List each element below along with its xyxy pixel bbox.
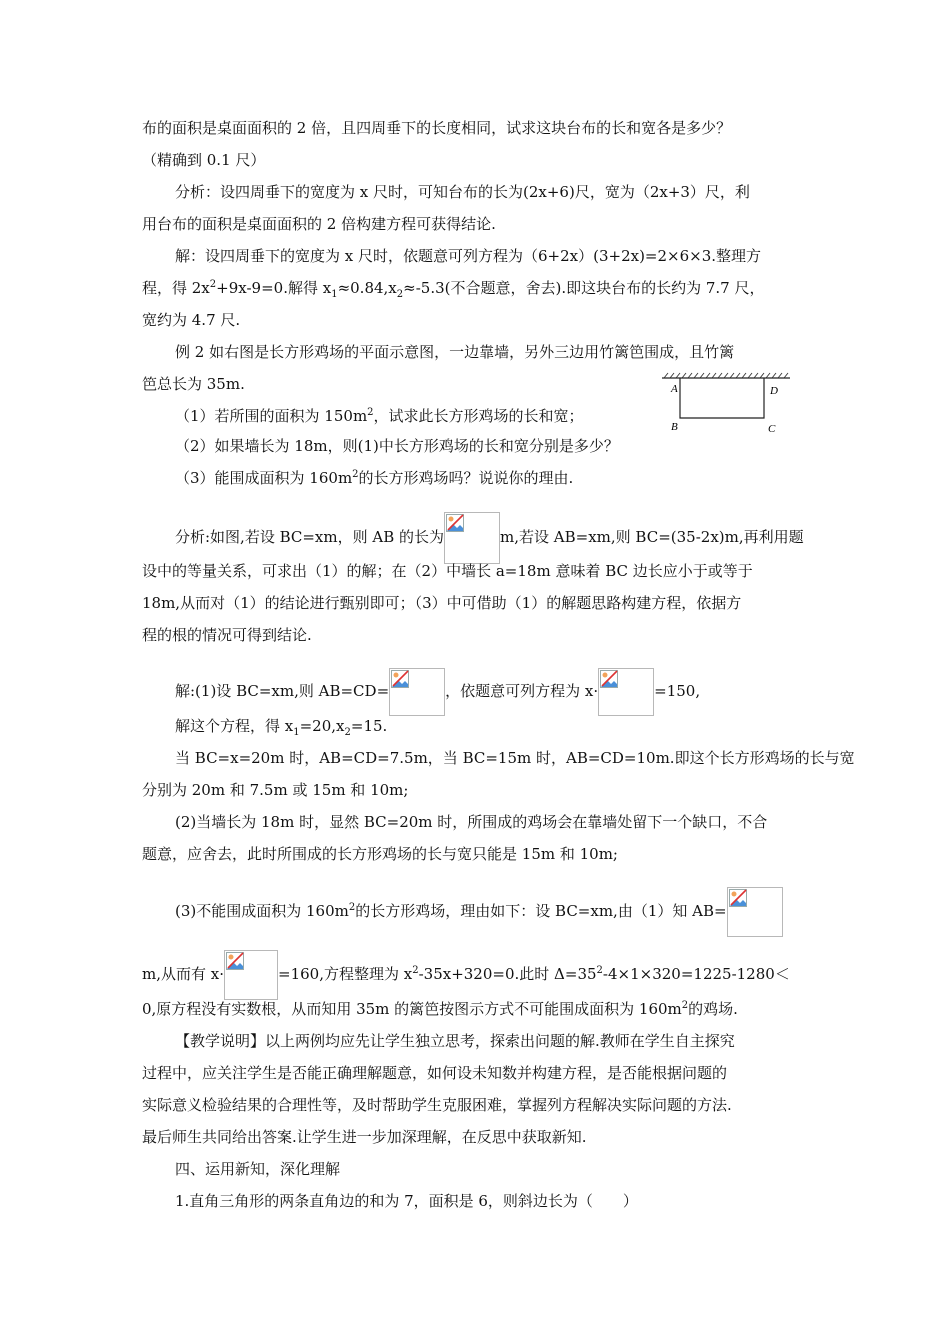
text-span: （1）若所围的面积为 150m [175,407,368,425]
broken-image-icon [729,889,747,907]
formula-image-placeholder [389,668,445,716]
superscript: 2 [596,965,603,976]
broken-image-icon [446,514,464,532]
text-line [142,1095,732,1115]
subscript: 1 [331,289,338,300]
label-b: B [671,421,678,433]
text-line [175,812,767,832]
text-span: =15. [350,717,388,735]
text-line [142,625,312,645]
text-span: 解:(1)设 BC=xm,则 AB=CD= [175,682,390,700]
text-span: 0,原方程没有实数根，从而知用 35m 的篱笆按图示方式不可能围成面积为 160m [142,1000,682,1018]
text-line [175,1031,735,1051]
text-span: 过程中，应关注学生是否能正确理解题意，如何设未知数并构建方程，是否能根据问题的 [142,1064,728,1082]
text-span: 解：设四周垂下的宽度为 x 尺时，依题意可列方程为（6+2x）(3+2x)=2×6×3.整理方 [175,247,762,265]
text-span: （3）能围成面积为 160m [175,469,353,487]
text-line [175,342,734,362]
text-line [142,1127,587,1147]
text-span: （精确到 0.1 尺） [142,151,266,169]
text-span: 解这个方程，得 x [175,717,294,735]
text-span: 程，得 2x [142,279,210,297]
text-span: 最后师生共同给出答案.让学生进一步加深理解，在反思中获取新知. [142,1128,587,1146]
text-span: 程的根的情况可得到结论. [142,626,312,644]
text-span: 四、运用新知，深化理解 [175,1160,341,1178]
text-line [142,844,618,864]
text-line [142,561,753,581]
text-span: (2)当墙长为 18m 时，显然 BC=20m 时，所围成的鸡场会在靠墙处留下一个缺口，不合 [175,813,768,831]
formula-image-placeholder [444,512,500,564]
text-line [142,950,790,1000]
text-line [175,887,783,937]
text-line [175,748,855,768]
text-span: m,从而有 x· [142,965,224,983]
text-span: m,若设 AB=xm,则 BC=(35-2x)m,再利用题 [500,528,804,546]
text-span: 当 BC=x=20m 时，AB=CD=7.5m，当 BC=15m 时，AB=CD=10m.即这个长方形鸡场的长与宽 [175,749,855,767]
chicken-coop-diagram [658,372,794,438]
text-line [175,436,619,456]
text-span: 例 2 如右图是长方形鸡场的平面示意图，一边靠墙，另外三边用竹篱笆围成，且竹篱 [175,343,735,361]
text-line [142,310,240,330]
text-span: 的长方形鸡场吗？说说你的理由. [358,469,574,487]
text-line [142,118,731,138]
label-d: D [770,385,778,397]
label-a: A [671,383,678,395]
text-line [175,406,584,426]
superscript: 2 [209,279,217,290]
text-span: 分析：设四周垂下的宽度为 x 尺时，可知台布的长为(2x+6)尺，宽为（2x+3）尺，利 [175,183,750,201]
text-span: -4×1×320=1225-1280＜ [602,965,790,983]
text-line [142,374,245,394]
formula-image-placeholder [727,887,783,937]
text-span: 布的面积是桌面面积的 2 倍，且四周垂下的长度相同，试求这块台布的长和宽各是多少？ [142,119,732,137]
text-line [142,999,738,1019]
label-c: C [768,423,776,435]
text-span: 实际意义检验结果的合理性等，及时帮助学生克服困难，掌握列方程解决实际问题的方法. [142,1096,732,1114]
superscript: 2 [367,407,374,418]
subscript: 2 [344,727,351,738]
text-line [175,512,804,564]
text-span: 1.直角三角形的两条直角边的和为 7，面积是 6，则斜边长为（ ） [175,1192,638,1210]
text-span: -35x+320=0.此时 Δ=35 [418,965,597,983]
subscript: 1 [293,727,300,738]
text-line [142,150,265,170]
broken-image-icon [391,670,409,688]
section-heading [175,1159,340,1179]
superscript: 2 [681,1000,689,1011]
text-span: ≈0.84,x [337,279,397,297]
text-span: 的鸡场. [688,1000,738,1018]
text-line [175,246,761,266]
superscript: 2 [352,469,359,480]
text-span: =150, [654,682,701,700]
broken-image-icon [226,952,244,970]
fence-outline [680,378,764,418]
text-line [175,668,700,716]
text-span: 用台布的面积是桌面面积的 2 倍构建方程可获得结论. [142,215,496,233]
text-line [175,716,387,736]
text-span: 笆总长为 35m. [142,375,245,393]
text-line [142,780,408,800]
text-span: 分别为 20m 和 7.5m 或 15m 和 10m; [142,781,409,799]
text-line [175,468,573,488]
text-span: 分析:如图,若设 BC=xm，则 AB 的长为 [175,528,445,546]
text-line [142,278,765,298]
superscript: 2 [348,902,356,913]
text-span: =20,x [299,717,345,735]
text-span: 设中的等量关系，可求出（1）的解；在（2）中墙长 a=18m 意味着 BC 边长应小于或等于 [142,562,753,580]
superscript: 2 [412,965,419,976]
text-line [142,1063,727,1083]
text-span: 的长方形鸡场，理由如下：设 BC=xm,由（1）知 AB= [355,902,727,920]
text-span: 题意，应舍去，此时所围成的长方形鸡场的长与宽只能是 15m 和 10m; [142,845,618,863]
text-span: （2）如果墙长为 18m，则(1)中长方形鸡场的长和宽分别是多少？ [175,437,619,455]
text-span: ，试求此长方形鸡场的长和宽； [373,407,584,425]
text-line [142,214,496,234]
text-span: 宽约为 4.7 尺. [142,311,241,329]
formula-image-placeholder [224,950,278,1000]
subscript: 2 [396,289,404,300]
text-span: 【教学说明】以上两例均应先让学生独立思考，探索出问题的解.教师在学生自主探究 [175,1032,735,1050]
text-line [175,182,750,202]
text-span: (3)不能围成面积为 160m [175,902,349,920]
text-line [175,1191,638,1211]
broken-image-icon [600,670,618,688]
text-span: =160,方程整理为 x [278,965,413,983]
wall-hatching [664,373,788,378]
text-span: +9x-9=0.解得 x [216,279,332,297]
text-span: ≈-5.3(不合题意，舍去).即这块台布的长约为 7.7 尺， [403,279,765,297]
text-line [142,593,741,613]
formula-image-placeholder [598,668,654,716]
text-span: 18m,从而对（1）的结论进行甄别即可；（3）中可借助（1）的解题思路构建方程，依据方 [142,594,742,612]
text-span: ，依题意可列方程为 x· [445,682,599,700]
